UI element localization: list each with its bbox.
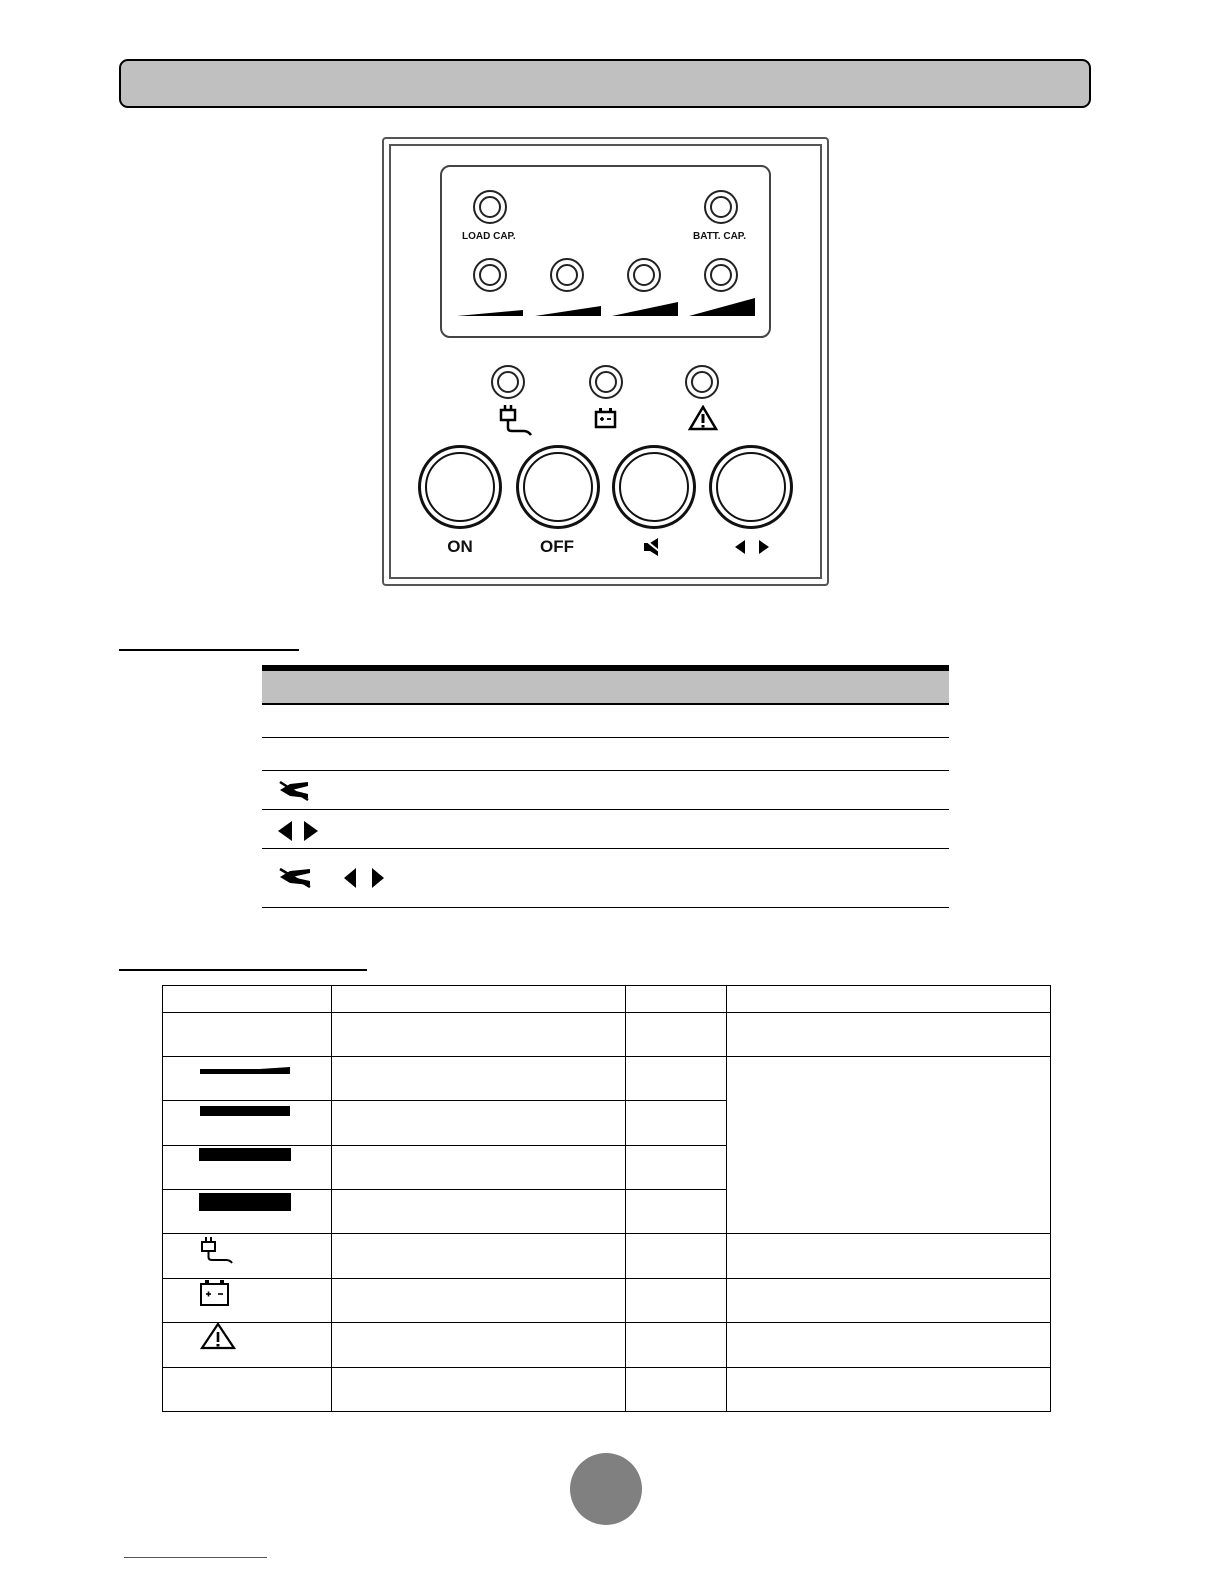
section-header-bar [119, 59, 1091, 108]
led-table-row-divider [162, 1100, 726, 1101]
load-cap-label: LOAD CAP. [462, 231, 516, 242]
off-button[interactable] [516, 445, 600, 529]
level-led-3 [627, 258, 661, 292]
mute-icon [642, 537, 666, 557]
scroll-button[interactable] [709, 445, 793, 529]
mute-icon [278, 780, 310, 802]
batt-cap-label: BATT. CAP. [693, 231, 746, 242]
ac-status-led [491, 365, 525, 399]
fault-status-led [685, 365, 719, 399]
section-heading-buttons-underline [119, 649, 299, 651]
buttons-table-row-divider [262, 848, 949, 849]
ac-plug-icon [199, 1236, 235, 1264]
buttons-table-header [262, 671, 949, 705]
led-table-row-divider [162, 1322, 1051, 1323]
buttons-table-row-divider [262, 809, 949, 810]
on-button[interactable] [418, 445, 502, 529]
mute-icon [278, 867, 314, 889]
buttons-table-row-divider [262, 770, 949, 771]
led-table-col-divider [625, 985, 626, 1412]
warning-icon [688, 405, 718, 431]
scroll-arrows-icon [276, 820, 320, 842]
led-table-row-divider [162, 1012, 1051, 1013]
led-indicator-table [162, 985, 1051, 1412]
level-bar-3-icon [612, 302, 678, 316]
scroll-arrows-icon [342, 866, 386, 890]
level-bar-1-icon [457, 310, 523, 316]
load-cap-led [473, 190, 507, 224]
level-bars-graphic [455, 296, 760, 320]
buttons-table-row-divider [262, 737, 949, 738]
ac-plug-icon [498, 404, 534, 436]
buttons-table-bottom-rule [262, 907, 949, 908]
mute-button[interactable] [612, 445, 696, 529]
led-table-col-divider [331, 985, 332, 1412]
footer-link-underline[interactable] [124, 1557, 267, 1558]
level-led-2 [550, 258, 584, 292]
on-button-label: ON [447, 537, 473, 556]
section-heading-leds-underline [119, 969, 367, 971]
warning-icon [200, 1322, 236, 1350]
led-table-row-divider [162, 1233, 1051, 1234]
level-bar-4-icon [689, 298, 755, 316]
scroll-arrows-icon [733, 539, 771, 555]
led-table-row-divider [162, 1056, 1051, 1057]
load-bar-4-icon [197, 1191, 293, 1213]
off-button-label: OFF [540, 537, 574, 556]
battery-icon [594, 406, 618, 430]
level-bar-2-icon [535, 306, 601, 316]
battery-icon [199, 1279, 231, 1307]
load-bar-2-icon [198, 1103, 292, 1119]
led-table-col-divider [726, 985, 727, 1412]
led-table-row-divider [162, 1189, 726, 1190]
led-table-row-divider [162, 1367, 1051, 1368]
level-led-4 [704, 258, 738, 292]
load-bar-1-icon [198, 1060, 292, 1076]
battery-status-led [589, 365, 623, 399]
level-led-1 [473, 258, 507, 292]
load-bar-3-icon [197, 1146, 293, 1164]
page-number-badge [570, 1453, 642, 1525]
led-table-row-divider [162, 1278, 1051, 1279]
batt-cap-led [704, 190, 738, 224]
